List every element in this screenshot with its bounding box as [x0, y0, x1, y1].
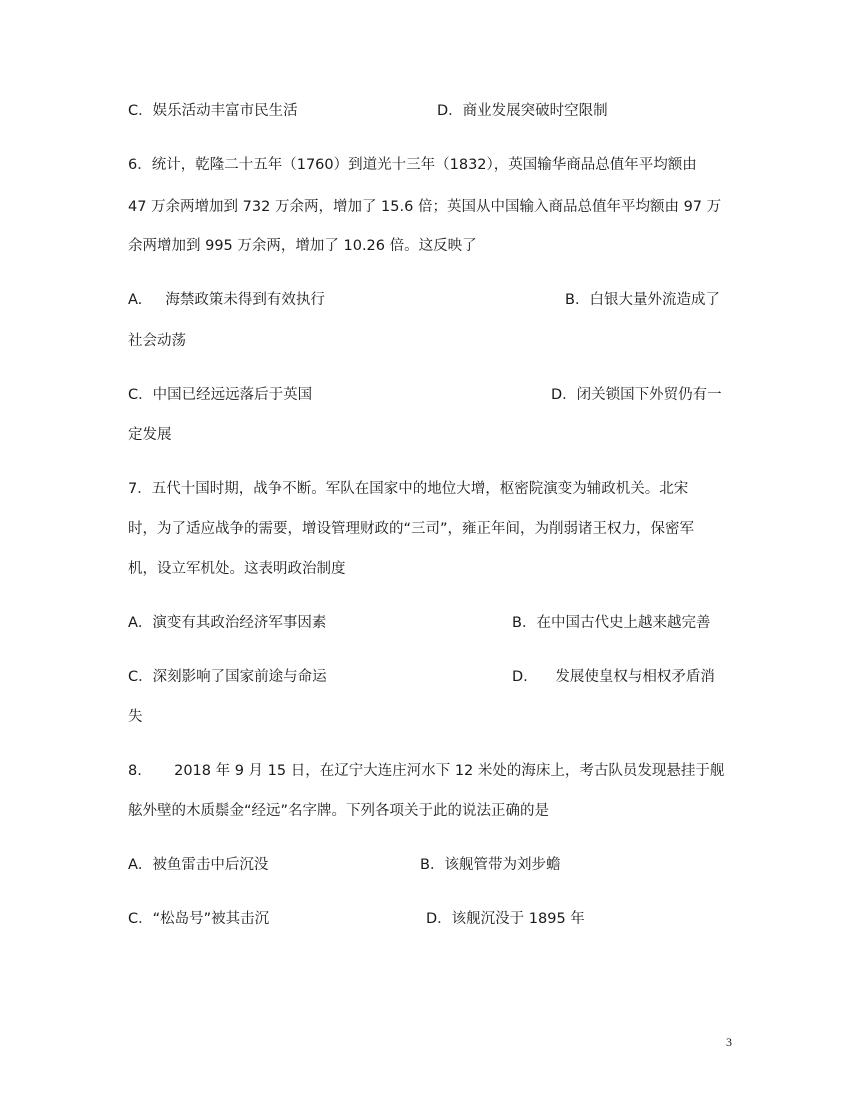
q6-option-b: B．白银大量外流造成了 [565, 292, 720, 308]
q6-stem-line-2: 47 万余两增加到 732 万余两，增加了 15.6 倍；英国从中国输入商品总值年平均额由 97 万 [128, 199, 722, 215]
q6-option-d: D．闭关锁国下外贸仍有一 [551, 387, 722, 403]
q8-option-d: D．该舰沉没于 1895 年 [426, 911, 585, 927]
page-number: 3 [726, 1035, 732, 1049]
q8-option-c: C．“松岛号”被其击沉 [128, 911, 270, 927]
q8-stem-line-2: 舷外壁的木质鬃金“经远”名字牌。下列各项关于此的说法正确的是 [128, 803, 550, 819]
q7-option-a: A．演变有其政治经济军事因素 [128, 615, 327, 631]
q6-stem-line-1: 6．统计，乾隆二十五年（1760）到道光十三年（1832），英国输华商品总值年平均额由 [128, 157, 697, 173]
q6-option-a: A. 海禁政策未得到有效执行 [128, 292, 325, 308]
q6-option-b-continued: 社会动荡 [128, 333, 186, 349]
q7-stem-line-3: 机，设立军机处。这表明政治制度 [128, 561, 346, 577]
q6-option-c: C．中国已经远远落后于英国 [128, 387, 313, 403]
q5-option-d: D．商业发展突破时空限制 [437, 103, 608, 119]
q7-stem-line-1: 7．五代十国时期，战争不断。军队在国家中的地位大增，枢密院演变为辅政机关。北宋 [128, 481, 689, 497]
q8-option-b: B．该舰管带为刘步蟾 [420, 857, 561, 873]
q8-option-a: A．被鱼雷击中后沉没 [128, 857, 269, 873]
q6-option-d-continued: 定发展 [128, 427, 172, 443]
q8-stem-line-1: 8. 2018 年 9 月 15 日，在辽宁大连庄河水下 12 米处的海床上，考古队员发现悬挂于舰 [128, 763, 725, 779]
q7-stem-line-2: 时，为了适应战争的需要，增设管理财政的“三司”，雍正年间，为削弱诸王权力，保密军 [128, 521, 695, 537]
q7-option-d: D. 发展使皇权与相权矛盾消 [512, 669, 715, 685]
q5-option-c: C．娱乐活动丰富市民生活 [128, 103, 298, 119]
q6-stem-line-3: 余两增加到 995 万余两，增加了 10.26 倍。这反映了 [128, 238, 477, 254]
q7-option-d-continued: 失 [128, 709, 143, 725]
q7-option-c: C．深刻影响了国家前途与命运 [128, 669, 327, 685]
q7-option-b: B．在中国古代史上越来越完善 [512, 615, 711, 631]
